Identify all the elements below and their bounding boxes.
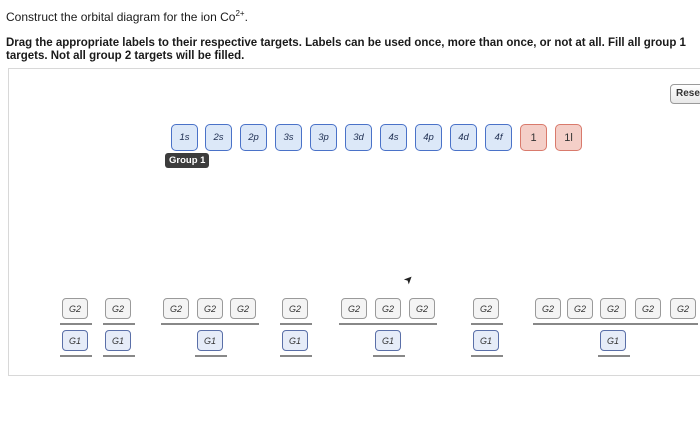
g2-target[interactable]: G2: [230, 298, 256, 319]
label-4f[interactable]: 4f: [485, 124, 512, 151]
g1-target[interactable]: G1: [62, 330, 88, 351]
divider: [195, 355, 227, 357]
label-2s[interactable]: 2s: [205, 124, 232, 151]
g2-target[interactable]: G2: [635, 298, 661, 319]
label-3d[interactable]: 3d: [345, 124, 372, 151]
label-3p[interactable]: 3p: [310, 124, 337, 151]
g2-target[interactable]: G2: [600, 298, 626, 319]
label-4d[interactable]: 4d: [450, 124, 477, 151]
divider: [533, 323, 698, 325]
g2-target[interactable]: G2: [163, 298, 189, 319]
divider: [471, 323, 503, 325]
g2-target[interactable]: G2: [473, 298, 499, 319]
label-paired-arrows[interactable]: 1l: [555, 124, 582, 151]
divider: [60, 355, 92, 357]
label-up-arrow[interactable]: 1: [520, 124, 547, 151]
g1-target[interactable]: G1: [197, 330, 223, 351]
g2-target[interactable]: G2: [567, 298, 593, 319]
g2-target[interactable]: G2: [341, 298, 367, 319]
reset-button[interactable]: Rese: [670, 84, 700, 104]
divider: [598, 355, 630, 357]
label-1s[interactable]: 1s: [171, 124, 198, 151]
g2-target[interactable]: G2: [535, 298, 561, 319]
question-text: Construct the orbital diagram for the ion $Co^{2+}$.: [6, 9, 248, 24]
g2-target[interactable]: G2: [409, 298, 435, 319]
divider: [103, 323, 135, 325]
g1-target[interactable]: G1: [473, 330, 499, 351]
divider: [339, 323, 437, 325]
instructions: Drag the appropriate labels to their respective targets. Labels can be used once, more than once, or not at all. Fill all group 1 targets. Not all group 2 targets will be filled.: [6, 37, 686, 62]
g2-target[interactable]: G2: [62, 298, 88, 319]
divider: [161, 323, 259, 325]
g1-target[interactable]: G1: [375, 330, 401, 351]
g2-target[interactable]: G2: [105, 298, 131, 319]
divider: [471, 355, 503, 357]
group1-tag: Group 1: [165, 153, 209, 168]
g2-target[interactable]: G2: [197, 298, 223, 319]
divider: [280, 323, 312, 325]
g1-target[interactable]: G1: [105, 330, 131, 351]
g1-target[interactable]: G1: [282, 330, 308, 351]
divider: [280, 355, 312, 357]
label-4s[interactable]: 4s: [380, 124, 407, 151]
divider: [103, 355, 135, 357]
divider: [373, 355, 405, 357]
label-3s[interactable]: 3s: [275, 124, 302, 151]
g1-target[interactable]: G1: [600, 330, 626, 351]
label-2p[interactable]: 2p: [240, 124, 267, 151]
mouse-cursor-icon: ➤: [401, 272, 417, 288]
divider: [60, 323, 92, 325]
g2-target[interactable]: G2: [670, 298, 696, 319]
g2-target[interactable]: G2: [282, 298, 308, 319]
g2-target[interactable]: G2: [375, 298, 401, 319]
label-4p[interactable]: 4p: [415, 124, 442, 151]
